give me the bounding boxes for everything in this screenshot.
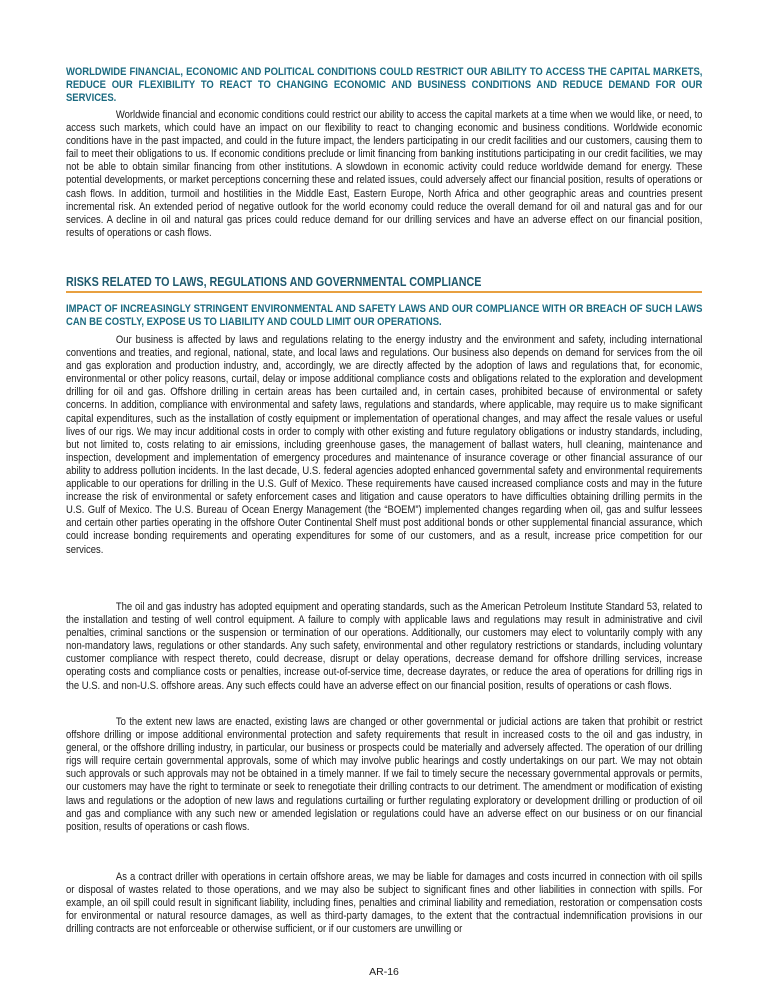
paragraph-environmental-laws: Our business is affected by laws and regulations relating to the energy industry and the environment and safety, including international conventions and treaties, and regional, national, state, and local laws and regulations. Our business also depends on demand for services from the oil and gas exploration and production industry, and, accordingly, we are directly affected by the adoption of laws and regulations that, for economic, environmental or other policy reasons, curtail, delay or impose additional compliance costs and obligations related to the exploration and development drilling for oil and gas. Offshore drilling in certain areas has been curtailed and, in certain cases, prohibited because of environmental or safety concerns. In addition, compliance with environmental and safety laws, regulations and standards, where applicable, may require us to make significant capital expenditures, such as the installation of costly equipment or implementation of operational changes, and may affect the resale values or useful lives of our rigs. We may incur additional costs in order to comply with other existing and future regulatory obligations or industry standards, including, but not limited to, costs relating to air emissions, including greenhouse gases, the management of ballast waters, hull cleaning, maintenance and inspection, development and implementation of emergency procedures and maintenance of insurance coverage or other financial assurance of our ability to address pollution incidents. In the last decade, U.S. federal agencies adopted enhanced governmental safety and environmental requirements applicable to our operations for drilling in the U.S. Gulf of Mexico. These requirements have caused increased compliance costs and may in the future increase the risk of environmental or safety enforcement cases and litigation and cause operators to have difficulties obtaining drilling permits in the U.S. Gulf of Mexico. The U.S. Bureau of Ocean Energy Management (the “BOEM”) implemented changes regarding when oil, gas and sulfur lessees and certain other parties operating in the offshore Outer Continental Shelf must post additional bonds or other supplemental financial assurance, which could increase bonding requirements and operating expenditures for some of our customers, and as a result, increase price competition for our services. bbox=[66, 334, 703, 556]
paragraph-industry-standards: The oil and gas industry has adopted equipment and operating standards, such as the American Petroleum Institute Standard 53, related to the installation and testing of well control equipment. A failure to comply with applicable laws and regulations may result in administrative and civil penalties, criminal sanctions or the suspension or termination of our operations. Additionally, our customers may elect to voluntarily comply with any non-mandatory laws, regulations or other standards. Any such safety, environmental and other regulatory restrictions or standards, including voluntary customer compliance with respect thereto, could decrease, disrupt or delay operations, decrease demand for offshore drilling services, increase operating costs and compliance costs or penalties, increase out-of-service time, decrease dayrates, or reduce the area of operations for drilling rigs in the U.S. and non-U.S. offshore areas. Any such effects could have an adverse effect on our financial position, results of operations or cash flows. bbox=[66, 601, 703, 692]
paragraph-financial-conditions: Worldwide financial and economic conditions could restrict our ability to access the capital markets at a time when we would like, or need, to access such markets, which could have an impact on our flexibility to react to changing economic and business conditions. Worldwide economic conditions have in the past impacted, and could in the future impact, the lenders participating in our credit facilities and our customers, causing them to fail to meet their obligations to us. If economic conditions preclude or limit financing from banking institutions participating in our credit facilities, we may not be able to obtain similar financing from other institutions. A slowdown in economic activity could reduce worldwide demand for energy. These potential developments, or market perceptions concerning these and related issues, could adversely affect our financial position, results of operations or cash flows. In addition, turmoil and hostilities in the Middle East, Eastern Europe, North Africa and other geographic areas and countries present incremental risk. An extended period of negative outlook for the world economy could reduce the overall demand for oil and natural gas and for our services. A decline in oil and natural gas prices could reduce demand for our drilling services and have an adverse effect on our financial position, results of operations or cash flows. bbox=[66, 109, 703, 239]
paragraph-new-laws: To the extent new laws are enacted, existing laws are changed or other governmental or judicial actions are taken that prohibit or restrict offshore drilling or impose additional environmental protection and safety requirements that result in increased costs to the oil and gas industry, in general, or the offshore drilling industry, in particular, our business or prospects could be materially and adversely affected. The operation of our drilling rigs will require certain governmental approvals, some of which may involve public hearings and costly undertakings on our part. We may not obtain such approvals or such approvals may not be obtained in a timely manner. If we fail to timely secure the necessary governmental approvals or permits, our customers may have the right to terminate or seek to renegotiate their drilling contracts to our detriment. The amendment or modification of existing laws and regulations or the adoption of new laws and regulations curtailing or further regulating exploratory or development drilling or production of oil and gas and compliance with any such new or amended legislation or regulations could have an adverse effect on our business or on our financial position, results of operations or cash flows. bbox=[66, 716, 703, 833]
risk-heading-financial-conditions: WORLDWIDE FINANCIAL, ECONOMIC AND POLITICAL CONDITIONS COULD RESTRICT OUR ABILITY TO ACCESS THE CAPITAL MARKETS, REDUCE OUR FLEXIBILITY TO REACT TO CHANGING ECONOMIC AND BUSINESS CONDITIONS AND REDUCE DEMAND FOR OUR SERVICES. bbox=[66, 66, 703, 105]
risk-heading-environmental-laws: IMPACT OF INCREASINGLY STRINGENT ENVIRONMENTAL AND SAFETY LAWS AND OUR COMPLIANCE WITH OR BREACH OF SUCH LAWS CAN BE COSTLY, EXPOSE US TO LIABILITY AND COULD LIMIT OUR OPERATIONS. bbox=[66, 303, 703, 329]
page-number: AR-16 bbox=[369, 966, 399, 978]
section-divider bbox=[66, 291, 702, 293]
paragraph-oil-spills: As a contract driller with operations in certain offshore areas, we may be liable for damages and costs incurred in connection with oil spills or disposal of wastes related to those operations, and we may also be subject to significant fines and other liabilities in connection with spills. For example, an oil spill could result in significant liability, including fines, penalties and criminal liability and remediation, restoration or compensation costs for environmental or natural resource damages, as well as third-party damages, to the extent that the contractual indemnification provisions in our drilling contracts are not enforceable or otherwise sufficient, or if our customers are unwilling or bbox=[66, 871, 703, 936]
section-heading: RISKS RELATED TO LAWS, REGULATIONS AND GOVERNMENTAL COMPLIANCE bbox=[66, 275, 482, 289]
section-heading-block bbox=[66, 275, 702, 293]
